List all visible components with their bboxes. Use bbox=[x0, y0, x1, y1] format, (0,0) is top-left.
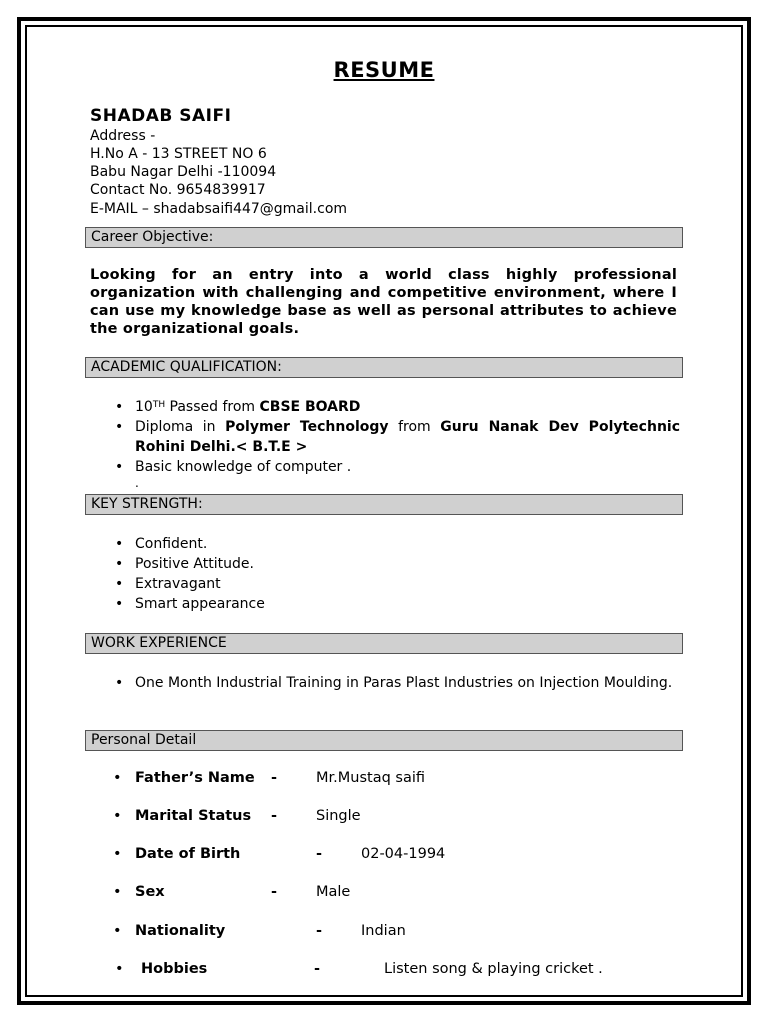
detail-key: Date of Birth bbox=[135, 846, 241, 862]
academic-list bbox=[90, 397, 680, 477]
trailing-dot: . bbox=[135, 476, 139, 490]
detail-value: Indian bbox=[361, 923, 406, 939]
detail-key: Nationality bbox=[135, 923, 226, 939]
detail-value: Male bbox=[316, 884, 351, 900]
personal-detail-row bbox=[0, 808, 768, 828]
detail-key: Hobbies bbox=[141, 961, 208, 977]
academic-item bbox=[90, 417, 680, 457]
personal-detail-row bbox=[0, 923, 768, 943]
academic-item-bold: Polymer Technology bbox=[225, 419, 389, 435]
work-experience-list bbox=[90, 673, 677, 693]
career-objective-text: Looking for an entry into a world class highly professional organization with challenging and competitive environment, where I can use my knowledge base as well as personal attributes to achieve the organizational goals. bbox=[90, 267, 677, 337]
academic-item-text: Diploma in bbox=[135, 419, 226, 435]
contact-number: Contact No. 9654839917 bbox=[90, 182, 266, 198]
address-line-1: H.No A - 13 STREET NO 6 bbox=[90, 146, 267, 162]
section-heading-work-experience: WORK EXPERIENCE bbox=[85, 633, 683, 654]
personal-detail-row bbox=[0, 884, 768, 904]
key-strength-list bbox=[90, 534, 680, 614]
detail-key: Father’s Name bbox=[135, 770, 255, 786]
key-strength-item: • Extravagant bbox=[90, 574, 680, 594]
detail-dash: - bbox=[316, 923, 323, 939]
key-strength-item: • Confident. bbox=[90, 534, 680, 554]
academic-item-bold: Guru Nanak Dev Polytechnic Rohini Delhi.< B.T.E > bbox=[135, 419, 681, 455]
academic-item-text: Basic knowledge of computer . bbox=[135, 459, 352, 475]
detail-value: Listen song & playing cricket . bbox=[384, 961, 603, 977]
bullet: • bbox=[113, 770, 122, 786]
section-heading-personal-detail: Personal Detail bbox=[85, 730, 683, 751]
academic-item-text: from bbox=[388, 419, 441, 435]
detail-dash: - bbox=[314, 961, 321, 977]
bullet: • bbox=[115, 961, 124, 977]
personal-detail-row bbox=[0, 770, 768, 790]
bullet: • bbox=[113, 923, 122, 939]
detail-key: Sex bbox=[135, 884, 165, 900]
email: E-MAIL – shadabsaifi447@gmail.com bbox=[90, 201, 348, 217]
detail-dash: - bbox=[271, 770, 278, 786]
detail-key: Marital Status bbox=[135, 808, 252, 824]
detail-value: Single bbox=[316, 808, 361, 824]
detail-value: 02-04-1994 bbox=[361, 846, 446, 862]
academic-item-text: 10 bbox=[135, 399, 153, 415]
bullet: • bbox=[113, 808, 122, 824]
detail-dash: - bbox=[271, 808, 278, 824]
academic-item-text: Passed from bbox=[165, 399, 260, 415]
detail-dash: - bbox=[316, 846, 323, 862]
key-strength-item: • Positive Attitude. bbox=[90, 554, 680, 574]
superscript: TH bbox=[152, 400, 166, 410]
document-title: RESUME bbox=[333, 58, 435, 82]
bullet: • bbox=[113, 846, 122, 862]
address-label: Address - bbox=[90, 128, 156, 144]
key-strength-item: • Smart appearance bbox=[90, 594, 680, 614]
candidate-name: SHADAB SAIFI bbox=[90, 106, 232, 126]
bullet: • bbox=[113, 884, 122, 900]
personal-detail-row bbox=[0, 961, 768, 981]
personal-detail-row bbox=[0, 846, 768, 866]
detail-dash: - bbox=[271, 884, 278, 900]
section-heading-key-strength: KEY STRENGTH: bbox=[85, 494, 683, 515]
academic-item bbox=[90, 457, 680, 477]
section-heading-academic: ACADEMIC QUALIFICATION: bbox=[85, 357, 683, 378]
address-line-2: Babu Nagar Delhi -110094 bbox=[90, 164, 277, 180]
work-experience-item: • One Month Industrial Training in Paras Plast Industries on Injection Moulding. bbox=[90, 673, 677, 693]
detail-value: Mr.Mustaq saifi bbox=[316, 770, 425, 786]
academic-item bbox=[90, 397, 680, 417]
academic-item-bold: CBSE BOARD bbox=[259, 399, 361, 415]
section-heading-career-objective: Career Objective: bbox=[85, 227, 683, 248]
